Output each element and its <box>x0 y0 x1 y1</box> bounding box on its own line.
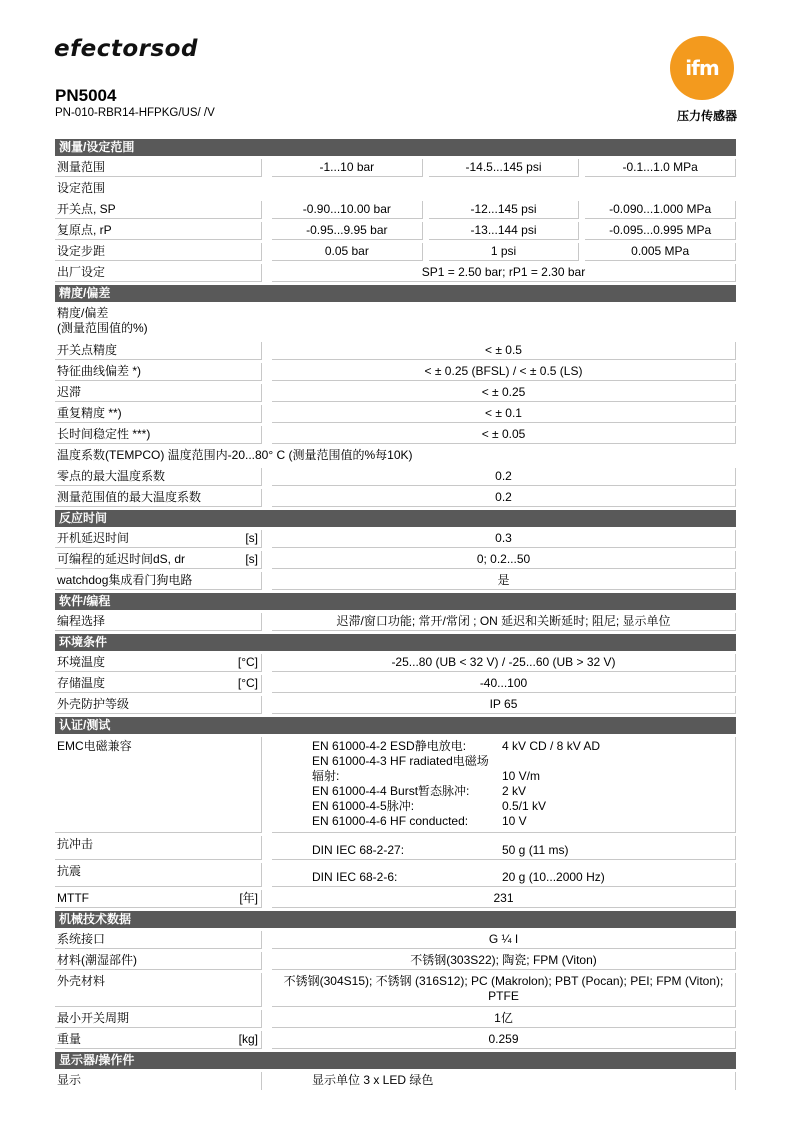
value: -40...100 <box>272 675 736 693</box>
row-switching-cycles <box>55 1010 736 1028</box>
row-label <box>55 426 262 444</box>
label-text: MTTF <box>57 891 89 905</box>
value: 显示单位 3 x LED 绿色 <box>272 1072 736 1090</box>
emc-line <box>312 799 735 814</box>
label-text: 测量范围值的最大温度系数 <box>57 490 202 504</box>
unit: [年] <box>239 891 258 905</box>
test-standard: DIN IEC 68-2-6: <box>312 870 398 884</box>
test-value: 20 g (10...2000 Hz) <box>502 870 605 884</box>
value-bar: -0.90...10.00 bar <box>272 201 423 219</box>
value: 0.2 <box>272 468 736 486</box>
row-label: 显示 <box>55 1072 262 1090</box>
value-bar: -0.95...9.95 bar <box>272 222 423 240</box>
row-mttf <box>55 890 736 908</box>
row-label: 最小开关周期 <box>55 1010 262 1028</box>
product-code: PN-010-RBR14-HFPKG/US/ /V <box>55 107 215 119</box>
label-text: 开机延迟时间 <box>57 531 130 545</box>
logo-text: ifm <box>685 56 719 80</box>
value: 0.2 <box>272 489 736 507</box>
environment-row <box>55 654 736 672</box>
row-label <box>55 551 262 569</box>
label-text: 重量 <box>57 1032 82 1046</box>
tempco-row <box>55 468 736 486</box>
response-row <box>55 551 736 569</box>
value: < ± 0.1 <box>272 405 736 423</box>
value: < ± 0.25 (BFSL) / < ± 0.5 (LS) <box>272 363 736 381</box>
row-label: 测量范围 <box>55 159 262 177</box>
section-mechanical-title: 机械技术数据 <box>55 911 736 928</box>
emc-value: 10 V <box>502 814 527 828</box>
row-reset-point <box>55 222 736 240</box>
row-weight <box>55 1031 736 1049</box>
unit: [kg] <box>238 1032 258 1046</box>
value: 1亿 <box>272 1010 736 1028</box>
value: < ± 0.05 <box>272 426 736 444</box>
row-setting-step <box>55 243 736 261</box>
label-text: 零点的最大温度系数 <box>57 469 166 483</box>
environment-row <box>55 696 736 714</box>
unit: [s] <box>245 552 258 566</box>
value: 0.259 <box>272 1031 736 1049</box>
row-label: 出厂设定 <box>55 264 262 282</box>
label-text: 特征曲线偏差 *) <box>57 364 142 378</box>
emc-value: 0.5/1 kV <box>502 799 547 813</box>
unit: [s] <box>245 531 258 545</box>
value: < ± 0.25 <box>272 384 736 402</box>
emc-standard: EN 61000-4-6 HF conducted: <box>312 814 469 828</box>
row-label <box>55 654 262 672</box>
row-process-connection <box>55 931 736 949</box>
accuracy-row <box>55 342 736 360</box>
row-label <box>55 613 262 631</box>
product-number: PN5004 <box>55 86 117 105</box>
value: G ¼ I <box>272 931 736 949</box>
value: 0.3 <box>272 530 736 548</box>
row-label <box>55 468 262 486</box>
section-measure-title: 测量/设定范围 <box>55 139 736 156</box>
value-mpa: -0.095...0.995 MPa <box>585 222 736 240</box>
setting-range-label: 设定范围 <box>57 181 106 195</box>
value-mpa: -0.090...1.000 MPa <box>585 201 736 219</box>
row-label: 复原点, rP <box>55 222 262 240</box>
response-row <box>55 572 736 590</box>
emc-line <box>312 754 735 769</box>
row-label: 设定步距 <box>55 243 262 261</box>
accuracy-intro <box>55 305 736 339</box>
value: SP1 = 2.50 bar; rP1 = 2.30 bar <box>272 264 736 282</box>
value-psi: -13...144 psi <box>429 222 580 240</box>
section-software-title: 软件/编程 <box>55 593 736 610</box>
value: 231 <box>272 890 736 908</box>
value-psi: 1 psi <box>429 243 580 261</box>
label-text: 可编程的延迟时间dS, dr <box>57 552 186 566</box>
label-text: 长时间稳定性 ***) <box>57 427 151 441</box>
value-line2: PTFE <box>488 989 519 1003</box>
value: 是 <box>272 572 736 590</box>
row-label <box>55 696 262 714</box>
brand-wordmark: efectorsod <box>54 36 198 62</box>
emc-line <box>312 739 735 754</box>
accuracy-row <box>55 384 736 402</box>
label-text: 编程选择 <box>57 614 106 628</box>
datasheet <box>55 139 736 1093</box>
test-standard: DIN IEC 68-2-27: <box>312 843 405 857</box>
value: 0; 0.2...50 <box>272 551 736 569</box>
label-text: 外壳防护等级 <box>57 697 130 711</box>
section-accuracy-title: 精度/偏差 <box>55 285 736 302</box>
label-text: 开关点精度 <box>57 343 118 357</box>
section-response-title: 反应时间 <box>55 510 736 527</box>
value-psi: -12...145 psi <box>429 201 580 219</box>
emc-standard: EN 61000-4-5脉冲: <box>312 799 415 813</box>
row-label <box>55 405 262 423</box>
label-text: 存储温度 <box>57 676 106 690</box>
label-text: 迟滞 <box>57 385 82 399</box>
software-row <box>55 613 736 631</box>
row-label <box>55 489 262 507</box>
row-label <box>55 384 262 402</box>
row-label: 系统接口 <box>55 931 262 949</box>
accuracy-row <box>55 363 736 381</box>
row-label <box>55 572 262 590</box>
test-value: 50 g (11 ms) <box>502 843 569 857</box>
emc-standard: EN 61000-4-2 ESD静电放电: <box>312 739 467 753</box>
value: 不锈钢(303S22); 陶瓷; FPM (Viton) <box>272 952 736 970</box>
value: IP 65 <box>272 696 736 714</box>
emc-line <box>312 784 735 799</box>
emc-value: 4 kV CD / 8 kV AD <box>502 739 601 753</box>
accuracy-row <box>55 405 736 423</box>
section-tests-title: 认证/测试 <box>55 717 736 734</box>
emc-line <box>312 814 735 829</box>
row-switch-point <box>55 201 736 219</box>
environment-row <box>55 675 736 693</box>
row-label <box>55 342 262 360</box>
accuracy-row <box>55 426 736 444</box>
label-text: 重复精度 **) <box>57 406 122 420</box>
row-display <box>55 1072 736 1090</box>
tempco-row <box>55 489 736 507</box>
row-label: 抗冲击 <box>55 836 262 860</box>
emc-standard: EN 61000-4-4 Burst暂态脉冲: <box>312 784 470 798</box>
value-line1: 不锈钢(304S15); 不锈钢 (316S12); PC (Makrolon); PBT (Pocan); PEI; FPM (Viton); <box>283 974 724 988</box>
row-label: 抗震 <box>55 863 262 887</box>
value: < ± 0.5 <box>272 342 736 360</box>
emc-standard: 辐射: <box>312 769 340 783</box>
emc-value: 2 kV <box>502 784 527 798</box>
value: 迟滞/窗口功能; 常开/常闭 ; ON 延迟和关断延时; 阻尼; 显示单位 <box>272 613 736 631</box>
accuracy-intro-line1: 精度/偏差 <box>57 306 109 320</box>
row-label: 开关点, SP <box>55 201 262 219</box>
accuracy-intro-line2: (测量范围值的%) <box>57 321 148 335</box>
row-label <box>55 675 262 693</box>
emc-line <box>312 769 735 784</box>
row-label <box>55 363 262 381</box>
value-psi: -14.5...145 psi <box>429 159 580 177</box>
emc-value: 10 V/m <box>502 769 541 783</box>
value-bar: -1...10 bar <box>272 159 423 177</box>
value <box>272 973 736 1007</box>
tempco-label: 温度系数(TEMPCO) 温度范围内-20...80° C (测量范围值的%每10K) <box>57 448 413 462</box>
emc-values <box>272 737 736 833</box>
label-text: watchdog集成看门狗电路 <box>57 573 193 587</box>
row-label: EMC电磁兼容 <box>55 737 262 833</box>
ifm-logo <box>670 36 734 100</box>
row-label <box>55 890 262 908</box>
value-mpa: -0.1...1.0 MPa <box>585 159 736 177</box>
section-display-title: 显示器/操作件 <box>55 1052 736 1069</box>
row-label: 外壳材料 <box>55 973 262 1007</box>
response-row <box>55 530 736 548</box>
row-measuring-range <box>55 159 736 177</box>
row-factory-setting <box>55 264 736 282</box>
emc-standard: EN 61000-4-3 HF radiated电磁场 <box>312 754 489 768</box>
product-type: 压力传感器 <box>676 109 737 123</box>
unit: [°C] <box>237 676 258 690</box>
row-shock <box>55 836 736 860</box>
value-mpa: 0.005 MPa <box>585 243 736 261</box>
row-label <box>55 1031 262 1049</box>
row-label <box>55 530 262 548</box>
row-label: 材料(潮湿部件) <box>55 952 262 970</box>
unit: [°C] <box>237 655 258 669</box>
value: -25...80 (UB < 32 V) / -25...60 (UB > 32 V) <box>272 654 736 672</box>
row-wetted-materials <box>55 952 736 970</box>
label-text: 环境温度 <box>57 655 106 669</box>
row-emc <box>55 737 736 833</box>
section-environment-title: 环境条件 <box>55 634 736 651</box>
value-bar: 0.05 bar <box>272 243 423 261</box>
row-vibration <box>55 863 736 887</box>
row-housing-materials <box>55 973 736 1007</box>
